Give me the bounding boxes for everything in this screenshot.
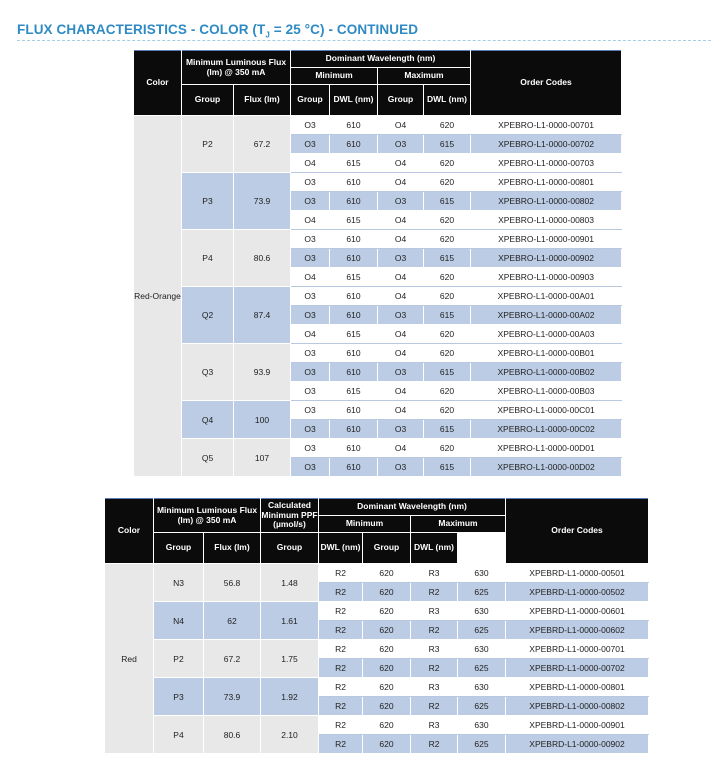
color-cell: Red-Orange xyxy=(134,116,182,477)
max-dwl-cell: 620 xyxy=(424,116,471,135)
red-table-body xyxy=(105,564,649,754)
max-group-cell: O4 xyxy=(378,154,424,173)
order-code-cell: XPEBRO-L1-0000-00802 xyxy=(471,192,622,211)
min-group-cell: O3 xyxy=(291,439,330,458)
min-dwl-cell: 610 xyxy=(330,401,378,420)
table-row xyxy=(105,602,649,621)
table-row xyxy=(134,230,622,249)
order-code-cell: XPEBRO-L1-0000-00C02 xyxy=(471,420,622,439)
ppf-cell: 1.92 xyxy=(261,678,319,716)
col-minimum: Minimum xyxy=(319,516,411,533)
col-dominant-wavelength: Dominant Wavelength (nm) xyxy=(291,51,471,68)
min-dwl-cell: 610 xyxy=(330,192,378,211)
max-group-cell: R3 xyxy=(411,602,458,621)
min-dwl-cell: 610 xyxy=(330,439,378,458)
max-group-cell: O3 xyxy=(378,135,424,154)
table-row xyxy=(134,439,622,458)
col-ppf: Calculated Minimum PPF (µmol/s) xyxy=(261,499,319,533)
order-code-cell: XPEBRO-L1-0000-00D02 xyxy=(471,458,622,477)
min-dwl-cell: 620 xyxy=(363,659,411,678)
page-title xyxy=(17,22,418,40)
title-rest: = 25 °C) - CONTINUED xyxy=(269,22,419,37)
min-dwl-cell: 620 xyxy=(363,602,411,621)
flux-value-cell: 93.9 xyxy=(234,344,291,401)
col-max-dwl: DWL (nm) xyxy=(411,533,458,564)
table-row xyxy=(105,716,649,735)
flux-group-cell: Q5 xyxy=(182,439,234,477)
col-group: Group xyxy=(154,533,204,564)
flux-value-cell: 62 xyxy=(204,602,261,640)
col-order-codes: Order Codes xyxy=(506,499,649,564)
table-row xyxy=(134,287,622,306)
order-code-cell: XPEBRO-L1-0000-00A01 xyxy=(471,287,622,306)
flux-value-cell: 73.9 xyxy=(204,678,261,716)
max-dwl-cell: 620 xyxy=(424,230,471,249)
col-dominant-wavelength: Dominant Wavelength (nm) xyxy=(319,499,506,516)
col-flux: Flux (lm) xyxy=(204,533,261,564)
min-dwl-cell: 610 xyxy=(330,173,378,192)
min-group-cell: O3 xyxy=(291,192,330,211)
min-group-cell: O3 xyxy=(291,420,330,439)
table-row xyxy=(134,344,622,363)
order-code-cell: XPEBRO-L1-0000-00703 xyxy=(471,154,622,173)
col-max-group: Group xyxy=(363,533,411,564)
max-group-cell: R2 xyxy=(411,697,458,716)
min-dwl-cell: 610 xyxy=(330,287,378,306)
order-code-cell: XPEBRD-L1-0000-00501 xyxy=(506,564,649,583)
order-code-cell: XPEBRO-L1-0000-00A02 xyxy=(471,306,622,325)
order-code-cell: XPEBRO-L1-0000-00702 xyxy=(471,135,622,154)
min-group-cell: R2 xyxy=(319,602,363,621)
max-dwl-cell: 615 xyxy=(424,135,471,154)
max-group-cell: O3 xyxy=(378,249,424,268)
max-dwl-cell: 615 xyxy=(424,458,471,477)
max-group-cell: O4 xyxy=(378,116,424,135)
min-group-cell: O3 xyxy=(291,230,330,249)
max-group-cell: O4 xyxy=(378,401,424,420)
title-divider xyxy=(17,40,711,41)
max-group-cell: R3 xyxy=(411,640,458,659)
col-maximum: Maximum xyxy=(378,68,471,85)
min-dwl-cell: 620 xyxy=(363,564,411,583)
col-min-dwl: DWL (nm) xyxy=(319,533,363,564)
flux-group-cell: P4 xyxy=(182,230,234,287)
flux-group-cell: Q4 xyxy=(182,401,234,439)
max-group-cell: O3 xyxy=(378,420,424,439)
min-dwl-cell: 620 xyxy=(363,583,411,602)
min-dwl-cell: 620 xyxy=(363,640,411,659)
ppf-cell: 1.48 xyxy=(261,564,319,602)
order-code-cell: XPEBRO-L1-0000-00A03 xyxy=(471,325,622,344)
color-cell: Red xyxy=(105,564,154,754)
max-group-cell: O3 xyxy=(378,306,424,325)
max-dwl-cell: 615 xyxy=(424,249,471,268)
order-code-cell: XPEBRD-L1-0000-00902 xyxy=(506,735,649,754)
flux-value-cell: 107 xyxy=(234,439,291,477)
max-dwl-cell: 620 xyxy=(424,287,471,306)
order-code-cell: XPEBRO-L1-0000-00B03 xyxy=(471,382,622,401)
max-group-cell: R3 xyxy=(411,564,458,583)
max-group-cell: O4 xyxy=(378,382,424,401)
min-group-cell: R2 xyxy=(319,678,363,697)
col-max-group: Group xyxy=(378,85,424,116)
min-group-cell: O3 xyxy=(291,287,330,306)
col-maximum: Maximum xyxy=(411,516,506,533)
min-dwl-cell: 615 xyxy=(330,211,378,230)
min-dwl-cell: 610 xyxy=(330,344,378,363)
min-group-cell: O4 xyxy=(291,268,330,287)
max-dwl-cell: 620 xyxy=(424,211,471,230)
order-code-cell: XPEBRO-L1-0000-00B02 xyxy=(471,363,622,382)
max-dwl-cell: 615 xyxy=(424,363,471,382)
min-group-cell: R2 xyxy=(319,640,363,659)
min-group-cell: O3 xyxy=(291,458,330,477)
min-group-cell: R2 xyxy=(319,564,363,583)
max-dwl-cell: 625 xyxy=(458,697,506,716)
max-group-cell: O4 xyxy=(378,344,424,363)
order-code-cell: XPEBRD-L1-0000-00702 xyxy=(506,659,649,678)
max-group-cell: O3 xyxy=(378,363,424,382)
min-dwl-cell: 620 xyxy=(363,697,411,716)
flux-value-cell: 67.2 xyxy=(204,640,261,678)
order-code-cell: XPEBRO-L1-0000-00901 xyxy=(471,230,622,249)
max-dwl-cell: 625 xyxy=(458,583,506,602)
ppf-cell: 2.10 xyxy=(261,716,319,754)
min-dwl-cell: 610 xyxy=(330,230,378,249)
min-group-cell: R2 xyxy=(319,735,363,754)
flux-group-cell: Q3 xyxy=(182,344,234,401)
min-group-cell: O3 xyxy=(291,116,330,135)
min-dwl-cell: 615 xyxy=(330,268,378,287)
flux-value-cell: 80.6 xyxy=(234,230,291,287)
flux-group-cell: P3 xyxy=(154,678,204,716)
col-max-dwl: DWL (nm) xyxy=(424,85,471,116)
min-group-cell: R2 xyxy=(319,659,363,678)
max-group-cell: O4 xyxy=(378,268,424,287)
max-dwl-cell: 630 xyxy=(458,564,506,583)
max-dwl-cell: 630 xyxy=(458,640,506,659)
min-dwl-cell: 610 xyxy=(330,420,378,439)
ppf-cell: 1.61 xyxy=(261,602,319,640)
col-order-codes: Order Codes xyxy=(471,51,622,116)
max-group-cell: R2 xyxy=(411,735,458,754)
order-code-cell: XPEBRD-L1-0000-00801 xyxy=(506,678,649,697)
max-dwl-cell: 625 xyxy=(458,621,506,640)
table-row xyxy=(134,173,622,192)
col-min-group: Group xyxy=(261,533,319,564)
max-group-cell: O4 xyxy=(378,230,424,249)
min-dwl-cell: 615 xyxy=(330,154,378,173)
table-row xyxy=(105,640,649,659)
flux-value-cell: 87.4 xyxy=(234,287,291,344)
max-group-cell: O4 xyxy=(378,173,424,192)
max-dwl-cell: 625 xyxy=(458,735,506,754)
min-dwl-cell: 615 xyxy=(330,382,378,401)
min-dwl-cell: 615 xyxy=(330,325,378,344)
min-dwl-cell: 620 xyxy=(363,678,411,697)
min-group-cell: R2 xyxy=(319,621,363,640)
flux-value-cell: 67.2 xyxy=(234,116,291,173)
max-group-cell: R3 xyxy=(411,678,458,697)
max-dwl-cell: 620 xyxy=(424,382,471,401)
min-dwl-cell: 620 xyxy=(363,735,411,754)
flux-value-cell: 100 xyxy=(234,401,291,439)
min-group-cell: O3 xyxy=(291,363,330,382)
min-group-cell: R2 xyxy=(319,583,363,602)
order-code-cell: XPEBRO-L1-0000-00801 xyxy=(471,173,622,192)
min-dwl-cell: 610 xyxy=(330,458,378,477)
col-min-flux: Minimum Luminous Flux (lm) @ 350 mA xyxy=(182,51,291,85)
order-code-cell: XPEBRO-L1-0000-00D01 xyxy=(471,439,622,458)
red-flux-table xyxy=(104,498,649,754)
flux-group-cell: P2 xyxy=(182,116,234,173)
order-code-cell: XPEBRO-L1-0000-00903 xyxy=(471,268,622,287)
col-min-dwl: DWL (nm) xyxy=(330,85,378,116)
flux-group-cell: N3 xyxy=(154,564,204,602)
order-code-cell: XPEBRD-L1-0000-00802 xyxy=(506,697,649,716)
col-min-flux: Minimum Luminous Flux (lm) @ 350 mA xyxy=(154,499,261,533)
min-dwl-cell: 620 xyxy=(363,716,411,735)
max-dwl-cell: 620 xyxy=(424,325,471,344)
order-code-cell: XPEBRD-L1-0000-00601 xyxy=(506,602,649,621)
max-group-cell: O3 xyxy=(378,458,424,477)
max-group-cell: O4 xyxy=(378,325,424,344)
flux-value-cell: 80.6 xyxy=(204,716,261,754)
order-code-cell: XPEBRO-L1-0000-00902 xyxy=(471,249,622,268)
red-orange-table-body xyxy=(134,116,622,477)
max-group-cell: R2 xyxy=(411,621,458,640)
min-group-cell: O4 xyxy=(291,325,330,344)
red-orange-flux-table xyxy=(133,50,622,477)
col-color: Color xyxy=(134,51,182,116)
col-minimum: Minimum xyxy=(291,68,378,85)
min-group-cell: O3 xyxy=(291,401,330,420)
max-group-cell: O3 xyxy=(378,192,424,211)
min-dwl-cell: 620 xyxy=(363,621,411,640)
min-dwl-cell: 610 xyxy=(330,116,378,135)
min-dwl-cell: 610 xyxy=(330,135,378,154)
max-group-cell: O4 xyxy=(378,439,424,458)
max-dwl-cell: 625 xyxy=(458,659,506,678)
max-dwl-cell: 615 xyxy=(424,420,471,439)
flux-value-cell: 56.8 xyxy=(204,564,261,602)
table-row xyxy=(134,401,622,420)
max-dwl-cell: 620 xyxy=(424,268,471,287)
order-code-cell: XPEBRD-L1-0000-00502 xyxy=(506,583,649,602)
max-group-cell: O4 xyxy=(378,211,424,230)
ppf-cell: 1.75 xyxy=(261,640,319,678)
min-group-cell: O3 xyxy=(291,344,330,363)
order-code-cell: XPEBRD-L1-0000-00602 xyxy=(506,621,649,640)
min-group-cell: R2 xyxy=(319,716,363,735)
min-group-cell: O3 xyxy=(291,249,330,268)
min-dwl-cell: 610 xyxy=(330,363,378,382)
max-dwl-cell: 630 xyxy=(458,716,506,735)
flux-group-cell: N4 xyxy=(154,602,204,640)
max-group-cell: R2 xyxy=(411,659,458,678)
min-group-cell: R2 xyxy=(319,697,363,716)
col-flux: Flux (lm) xyxy=(234,85,291,116)
max-dwl-cell: 620 xyxy=(424,173,471,192)
min-group-cell: O3 xyxy=(291,173,330,192)
order-code-cell: XPEBRO-L1-0000-00701 xyxy=(471,116,622,135)
min-dwl-cell: 610 xyxy=(330,306,378,325)
max-group-cell: O4 xyxy=(378,287,424,306)
min-group-cell: O4 xyxy=(291,211,330,230)
max-dwl-cell: 620 xyxy=(424,439,471,458)
title-main: FLUX CHARACTERISTICS - COLOR (T xyxy=(17,22,266,37)
table-row xyxy=(105,564,649,583)
max-dwl-cell: 615 xyxy=(424,306,471,325)
max-group-cell: R3 xyxy=(411,716,458,735)
min-group-cell: O3 xyxy=(291,306,330,325)
flux-group-cell: P3 xyxy=(182,173,234,230)
flux-group-cell: P4 xyxy=(154,716,204,754)
min-group-cell: O3 xyxy=(291,382,330,401)
order-code-cell: XPEBRD-L1-0000-00901 xyxy=(506,716,649,735)
flux-value-cell: 73.9 xyxy=(234,173,291,230)
table-row xyxy=(105,678,649,697)
min-dwl-cell: 610 xyxy=(330,249,378,268)
order-code-cell: XPEBRO-L1-0000-00803 xyxy=(471,211,622,230)
max-dwl-cell: 630 xyxy=(458,602,506,621)
flux-group-cell: Q2 xyxy=(182,287,234,344)
max-dwl-cell: 620 xyxy=(424,401,471,420)
order-code-cell: XPEBRO-L1-0000-00C01 xyxy=(471,401,622,420)
order-code-cell: XPEBRO-L1-0000-00B01 xyxy=(471,344,622,363)
col-group: Group xyxy=(182,85,234,116)
max-dwl-cell: 630 xyxy=(458,678,506,697)
max-dwl-cell: 615 xyxy=(424,192,471,211)
col-min-group: Group xyxy=(291,85,330,116)
flux-group-cell: P2 xyxy=(154,640,204,678)
order-code-cell: XPEBRD-L1-0000-00701 xyxy=(506,640,649,659)
table-row xyxy=(134,116,622,135)
max-dwl-cell: 620 xyxy=(424,154,471,173)
max-dwl-cell: 620 xyxy=(424,344,471,363)
col-color: Color xyxy=(105,499,154,564)
title-subscript: J xyxy=(265,30,270,40)
max-group-cell: R2 xyxy=(411,583,458,602)
min-group-cell: O3 xyxy=(291,135,330,154)
min-group-cell: O4 xyxy=(291,154,330,173)
